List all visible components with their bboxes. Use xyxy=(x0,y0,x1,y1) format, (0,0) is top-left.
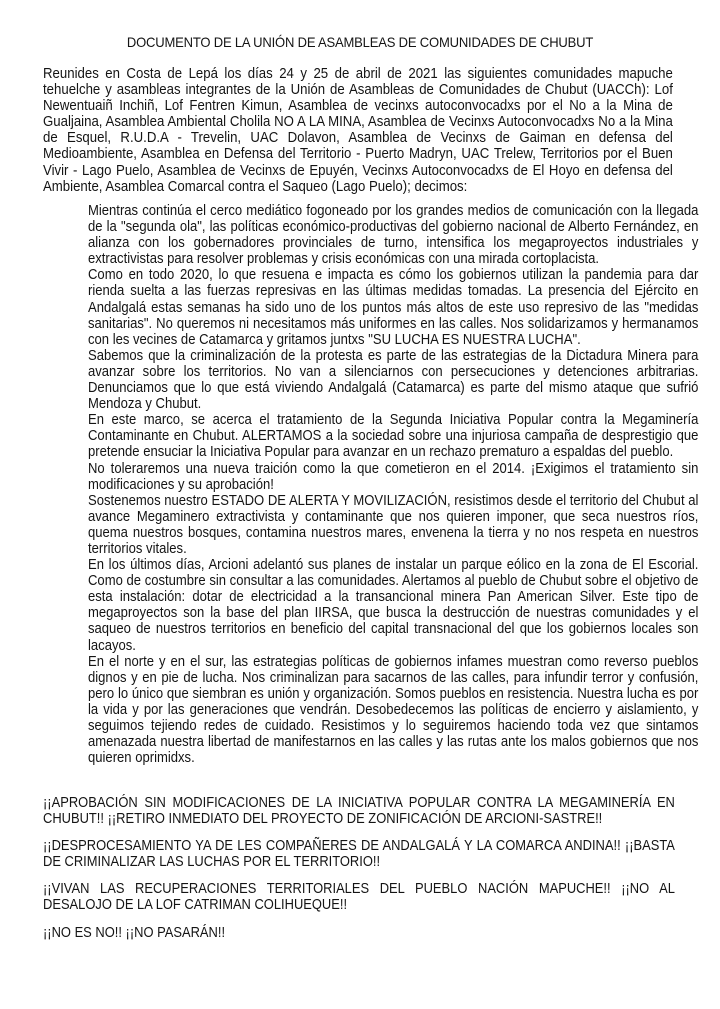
slogan-4: ¡¡NO ES NO!! ¡¡NO PASARÁN!! xyxy=(43,924,226,941)
document-title: DOCUMENTO DE LA UNIÓN DE ASAMBLEAS DE COMUNIDADES DE CHUBUT xyxy=(126,34,594,50)
body-paragraph-4: En este marco, se acerca el tratamiento de la Segunda Iniciativa Popular contra la Megaminería Contaminante en Chubut. ALERTAMOS a la sociedad sobre una injuriosa campaña de desprestigio que pretende ensuciar la Iniciativa Popular para avanzar en un rechazo prematuro a espaldas del pueblo. xyxy=(88,412,699,461)
body-paragraph-7: En los últimos días, Arcioni adelantó sus planes de instalar un parque eólico en la zona de El Escorial. Como de costumbre sin consultar a las comunidades. Alertamos al pueblo de Chubut sobre el objetivo de esta instalación: dotar de electricidad a la transancional minera Pan American Silver. Este tipo de megaproyectos son la base del plan IIRSA, que busca la destrucción de nuestras comunidades y el saqueo de nuestros territorios en beneficio del capital transnacional del que los gobiernos locales son lacayos. xyxy=(88,557,699,654)
intro-paragraph: Reunides en Costa de Lepá los días 24 y 25 de abril de 2021 las siguientes comunidades mapuche tehuelche y asambleas integrantes de la Unión de Asambleas de Comunidades de Chubut (UACCh): Lof Newentuaiñ Inchiñ, Lof Fentren Kimun, Asamblea de vecinxs autoconvocadxs por el No a la Mina de Gualjaina, Asamblea Ambiental Cholila NO A LA MINA, Asamblea de Vecinxs Autoconvocadxs No a la Mina de Esquel, R.U.D.A - Trevelin, UAC Dolavon, Asamblea de Vecinxs de Gaiman en defensa del Medioambiente, Asamblea en Defensa del Territorio - Puerto Madryn, UAC Trelew, Territorios por el Buen Vivir - Lago Puelo, Asamblea de Vecinxs de Epuyén, Vecinxs Autoconvocadxs de El Hoyo en defensa del Ambiente, Asamblea Comarcal contra el Saqueo (Lago Puelo); decimos: xyxy=(43,66,673,195)
declaration-body xyxy=(88,203,698,766)
body-paragraph-2: Como en todo 2020, lo que resuena e impacta es cómo los gobiernos utilizan la pandemia para dar rienda suelta a las fuerzas represivas en las últimas medidas tomadas. La presencia del Ejército en Andalgalá estas semanas ha sido uno de los puntos más altos de este uso represivo de las "medidas sanitarias". No queremos ni necesitamos más uniformes en las calles. Nos solidarizamos y hermanamos con les vecines de Catamarca y gritamos juntxs "SU LUCHA ES NUESTRA LUCHA". xyxy=(88,267,699,348)
slogans-block xyxy=(43,795,675,952)
body-paragraph-6: Sostenemos nuestro ESTADO DE ALERTA Y MOVILIZACIÓN, resistimos desde el territorio del Chubut al avance Megaminero extractivista y contaminante que nos quieren imponer, que seca nuestros ríos, quema nuestros bosques, contamina nuestros mares, envenena la tierra y no nos respeta en nuestros territorios vitales. xyxy=(88,492,699,557)
slogan-3: ¡¡VIVAN LAS RECUPERACIONES TERRITORIALES DEL PUEBLO NACIÓN MAPUCHE!! ¡¡NO AL DESALOJO DE LA LOF CATRIMAN COLIHUEQUE!! xyxy=(43,881,675,914)
slogan-2: ¡¡DESPROCESAMIENTO YA DE LES COMPAÑERES DE ANDALGALÁ Y LA COMARCA ANDINA!! ¡¡BASTA DE CRIMINALIZAR LAS LUCHAS POR EL TERRITORIO!! xyxy=(43,838,675,871)
slogan-1: ¡¡APROBACIÓN SIN MODIFICACIONES DE LA INICIATIVA POPULAR CONTRA LA MEGAMINERÍA EN CHUBUT!! ¡¡RETIRO INMEDIATO DEL PROYECTO DE ZONIFICACIÓN DE ARCIONI-SASTRE!! xyxy=(43,795,675,828)
body-paragraph-8: En el norte y en el sur, las estrategias políticas de gobiernos infames muestran como reverso pueblos dignos y en pie de lucha. Nos criminalizan para sacarnos de las calles, para infundir terror y confusión, pero lo único que siembran es unión y organización. Somos pueblos en resistencia. Nuestra lucha es por la vida y por las generaciones que vendrán. Desobedecemos las políticas de encierro y aislamiento, y seguimos tejiendo redes de cuidado. Resistimos y lo seguiremos haciendo toda vez que sintamos amenazada nuestra libertad de manifestarnos en las calles y las rutas ante los malos gobiernos que nos quieren oprimidxs. xyxy=(88,653,699,767)
body-paragraph-5: No toleraremos una nueva traición como la que cometieron en el 2014. ¡Exigimos el tratamiento sin modificaciones y su aprobación! xyxy=(88,460,699,493)
body-paragraph-1: Mientras continúa el cerco mediático fogoneado por los grandes medios de comunicación con la llegada de la "segunda ola", las políticas económico-productivas del gobierno nacional de Alberto Fernández, en alianza con los gobernadores provinciales de turno, intensifica los megaproyectos industriales y extractivistas para resolver problemas y crisis económicas con una mirada cortoplacista. xyxy=(88,203,699,268)
body-paragraph-3: Sabemos que la criminalización de la protesta es parte de las estrategias de la Dictadura Minera para avanzar sobre los territorios. No van a silenciarnos con persecuciones y detenciones arbitrarias. Denunciamos que lo que está viviendo Andalgalá (Catamarca) es parte del mismo ataque que sufrió Mendoza y Chubut. xyxy=(88,347,699,413)
